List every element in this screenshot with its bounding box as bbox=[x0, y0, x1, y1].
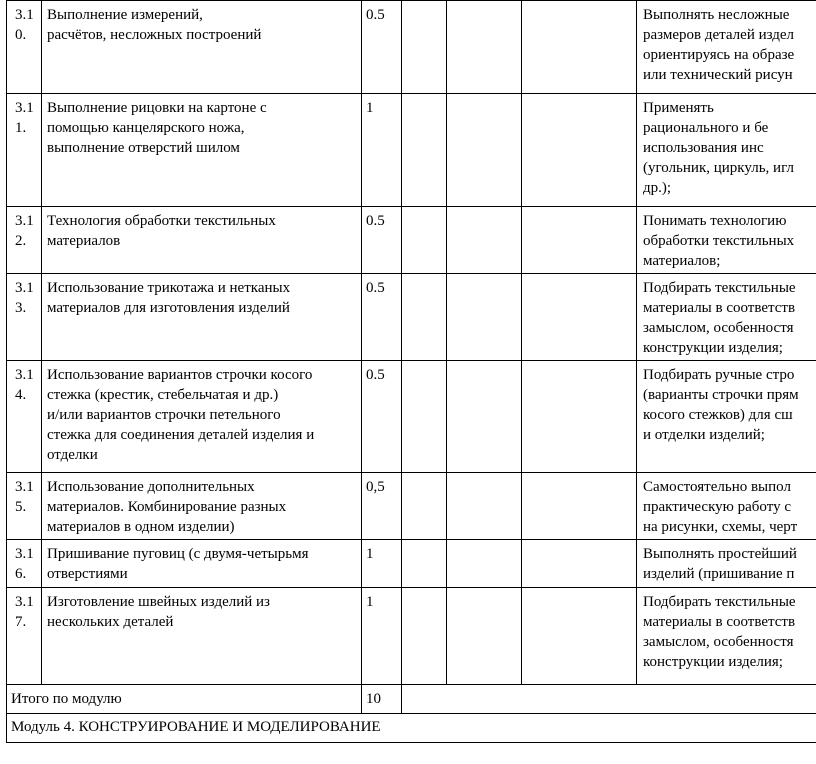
row-number-line: 3.1 bbox=[15, 594, 34, 610]
table-row bbox=[7, 361, 816, 473]
topic-description-line: материалов в одном изделии) bbox=[47, 519, 235, 535]
row-number-line: 3.1 bbox=[15, 479, 34, 495]
table-row bbox=[7, 540, 816, 588]
row-number-line: 3. bbox=[15, 300, 27, 316]
learning-outcome-line: Понимать технологию bbox=[643, 213, 787, 229]
topic-description-line: и/или вариантов строчки петельного bbox=[47, 407, 281, 423]
row-number bbox=[7, 540, 42, 588]
learning-outcome bbox=[637, 207, 816, 274]
row-number-line: 5. bbox=[15, 499, 27, 515]
table-row bbox=[7, 588, 816, 685]
learning-outcome bbox=[637, 361, 816, 473]
hours-cell: 0,5 bbox=[362, 473, 402, 540]
learning-outcome-line: Выполнять несложные bbox=[643, 7, 790, 23]
topic-description bbox=[42, 540, 362, 588]
topic-description-line: помощью канцелярского ножа, bbox=[47, 120, 245, 136]
topic-description-line: материалов. Комбинирование разных bbox=[47, 499, 287, 515]
row-number bbox=[7, 274, 42, 361]
topic-description-line: Выполнение рицовки на картоне с bbox=[47, 100, 267, 116]
learning-outcome-line: замыслом, особенностя bbox=[643, 634, 794, 650]
row-number-line: 3.1 bbox=[15, 100, 34, 116]
table-body bbox=[7, 1, 816, 685]
row-number bbox=[7, 473, 42, 540]
empty-cell-a bbox=[402, 94, 447, 207]
total-empty-cell bbox=[402, 685, 816, 714]
empty-cell-c bbox=[522, 207, 637, 274]
hours-cell: 1 bbox=[362, 94, 402, 207]
row-number-line: 3.1 bbox=[15, 213, 34, 229]
module-header-row bbox=[7, 714, 816, 743]
row-number bbox=[7, 361, 42, 473]
hours-cell: 0.5 bbox=[362, 1, 402, 94]
learning-outcome-line: Подбирать текстильные bbox=[643, 280, 796, 296]
row-number-line: 7. bbox=[15, 614, 27, 630]
learning-outcome-line: Самостоятельно выпол bbox=[643, 479, 791, 495]
learning-outcome bbox=[637, 1, 816, 94]
topic-description-line: Использование трикотажа и нетканых bbox=[47, 280, 291, 296]
row-number bbox=[7, 588, 42, 685]
topic-description-line: отверстиями bbox=[47, 566, 128, 582]
topic-description-line: отделки bbox=[47, 447, 98, 463]
learning-outcome-line: др.); bbox=[643, 180, 672, 196]
topic-description-line: Выполнение измерений, bbox=[47, 7, 203, 23]
empty-cell-c bbox=[522, 94, 637, 207]
learning-outcome-line: Выполнять простейший bbox=[643, 546, 797, 562]
empty-cell-c bbox=[522, 473, 637, 540]
learning-outcome-line: размеров деталей издел bbox=[643, 27, 795, 43]
learning-outcome-line: Подбирать текстильные bbox=[643, 594, 796, 610]
topic-description bbox=[42, 473, 362, 540]
learning-outcome-line: рационального и бе bbox=[643, 120, 769, 136]
topic-description-line: выполнение отверстий шилом bbox=[47, 140, 240, 156]
empty-cell-c bbox=[522, 588, 637, 685]
empty-cell-a bbox=[402, 1, 447, 94]
learning-outcome-line: и отделки изделий; bbox=[643, 427, 765, 443]
empty-cell-c bbox=[522, 540, 637, 588]
learning-outcome bbox=[637, 540, 816, 588]
module-header: Модуль 4. КОНСТРУИРОВАНИЕ И МОДЕЛИРОВАНИЕ bbox=[7, 714, 816, 743]
row-number-line: 2. bbox=[15, 233, 27, 249]
row-number bbox=[7, 1, 42, 94]
empty-cell-a bbox=[402, 274, 447, 361]
row-number-line: 3.1 bbox=[15, 367, 34, 383]
learning-outcome bbox=[637, 473, 816, 540]
total-hours: 10 bbox=[362, 685, 402, 714]
topic-description-line: Технология обработки текстильных bbox=[47, 213, 276, 229]
topic-description-line: стежка для соединения деталей изделия и bbox=[47, 427, 315, 443]
topic-description bbox=[42, 207, 362, 274]
topic-description bbox=[42, 94, 362, 207]
hours-cell: 0.5 bbox=[362, 274, 402, 361]
row-number-line: 4. bbox=[15, 387, 27, 403]
hours-cell: 0.5 bbox=[362, 207, 402, 274]
learning-outcome bbox=[637, 588, 816, 685]
row-number-line: 6. bbox=[15, 566, 27, 582]
empty-cell-b bbox=[447, 94, 522, 207]
hours-cell: 1 bbox=[362, 588, 402, 685]
learning-outcome-line: конструкции изделия; bbox=[643, 654, 783, 670]
row-number bbox=[7, 207, 42, 274]
topic-description-line: расчётов, несложных построений bbox=[47, 27, 262, 43]
empty-cell-b bbox=[447, 274, 522, 361]
topic-description bbox=[42, 274, 362, 361]
curriculum-table bbox=[6, 0, 816, 743]
table-row bbox=[7, 207, 816, 274]
learning-outcome-line: замыслом, особенностя bbox=[643, 320, 794, 336]
empty-cell-a bbox=[402, 540, 447, 588]
learning-outcome bbox=[637, 94, 816, 207]
topic-description-line: Использование дополнительных bbox=[47, 479, 255, 495]
topic-description bbox=[42, 588, 362, 685]
table-row bbox=[7, 1, 816, 94]
total-row bbox=[7, 685, 816, 714]
table-row bbox=[7, 473, 816, 540]
learning-outcome-line: или технический рисун bbox=[643, 67, 793, 83]
topic-description-line: материалов для изготовления изделий bbox=[47, 300, 290, 316]
topic-description-line: материалов bbox=[47, 233, 121, 249]
topic-description bbox=[42, 1, 362, 94]
row-number-line: 1. bbox=[15, 120, 27, 136]
topic-description-line: нескольких деталей bbox=[47, 614, 174, 630]
table-row bbox=[7, 274, 816, 361]
row-number-line: 3.1 bbox=[15, 546, 34, 562]
empty-cell-b bbox=[447, 473, 522, 540]
empty-cell-c bbox=[522, 274, 637, 361]
learning-outcome-line: косого стежков) для сш bbox=[643, 407, 793, 423]
empty-cell-a bbox=[402, 207, 447, 274]
learning-outcome-line: практическую работу с bbox=[643, 499, 791, 515]
empty-cell-a bbox=[402, 588, 447, 685]
learning-outcome-line: конструкции изделия; bbox=[643, 340, 783, 356]
topic-description-line: стежка (крестик, стебельчатая и др.) bbox=[47, 387, 279, 403]
row-number-line: 3.1 bbox=[15, 280, 34, 296]
total-label: Итого по модулю bbox=[7, 685, 362, 714]
empty-cell-a bbox=[402, 361, 447, 473]
empty-cell-b bbox=[447, 588, 522, 685]
hours-cell: 0.5 bbox=[362, 361, 402, 473]
empty-cell-b bbox=[447, 207, 522, 274]
learning-outcome-line: материалы в соответств bbox=[643, 614, 796, 630]
learning-outcome-line: (угольник, циркуль, игл bbox=[643, 160, 794, 176]
learning-outcome-line: Применять bbox=[643, 100, 714, 116]
empty-cell-c bbox=[522, 1, 637, 94]
topic-description-line: Пришивание пуговиц (с двумя-четырьмя bbox=[47, 546, 309, 562]
empty-cell-c bbox=[522, 361, 637, 473]
row-number-line: 3.1 bbox=[15, 7, 34, 23]
learning-outcome-line: материалы в соответств bbox=[643, 300, 796, 316]
topic-description-line: Изготовление швейных изделий из bbox=[47, 594, 270, 610]
table-row bbox=[7, 94, 816, 207]
learning-outcome bbox=[637, 274, 816, 361]
empty-cell-b bbox=[447, 540, 522, 588]
learning-outcome-line: ориентируясь на образе bbox=[643, 47, 795, 63]
learning-outcome-line: обработки текстильных bbox=[643, 233, 795, 249]
topic-description-line: Использование вариантов строчки косого bbox=[47, 367, 313, 383]
empty-cell-b bbox=[447, 1, 522, 94]
topic-description bbox=[42, 361, 362, 473]
learning-outcome-line: Подбирать ручные стро bbox=[643, 367, 795, 383]
row-number-line: 0. bbox=[15, 27, 27, 43]
learning-outcome-line: (варианты строчки прям bbox=[643, 387, 799, 403]
learning-outcome-line: на рисунки, схемы, черт bbox=[643, 519, 798, 535]
empty-cell-a bbox=[402, 473, 447, 540]
row-number bbox=[7, 94, 42, 207]
learning-outcome-line: использования инс bbox=[643, 140, 764, 156]
hours-cell: 1 bbox=[362, 540, 402, 588]
learning-outcome-line: материалов; bbox=[643, 253, 721, 269]
empty-cell-b bbox=[447, 361, 522, 473]
learning-outcome-line: изделий (пришивание п bbox=[643, 566, 795, 582]
